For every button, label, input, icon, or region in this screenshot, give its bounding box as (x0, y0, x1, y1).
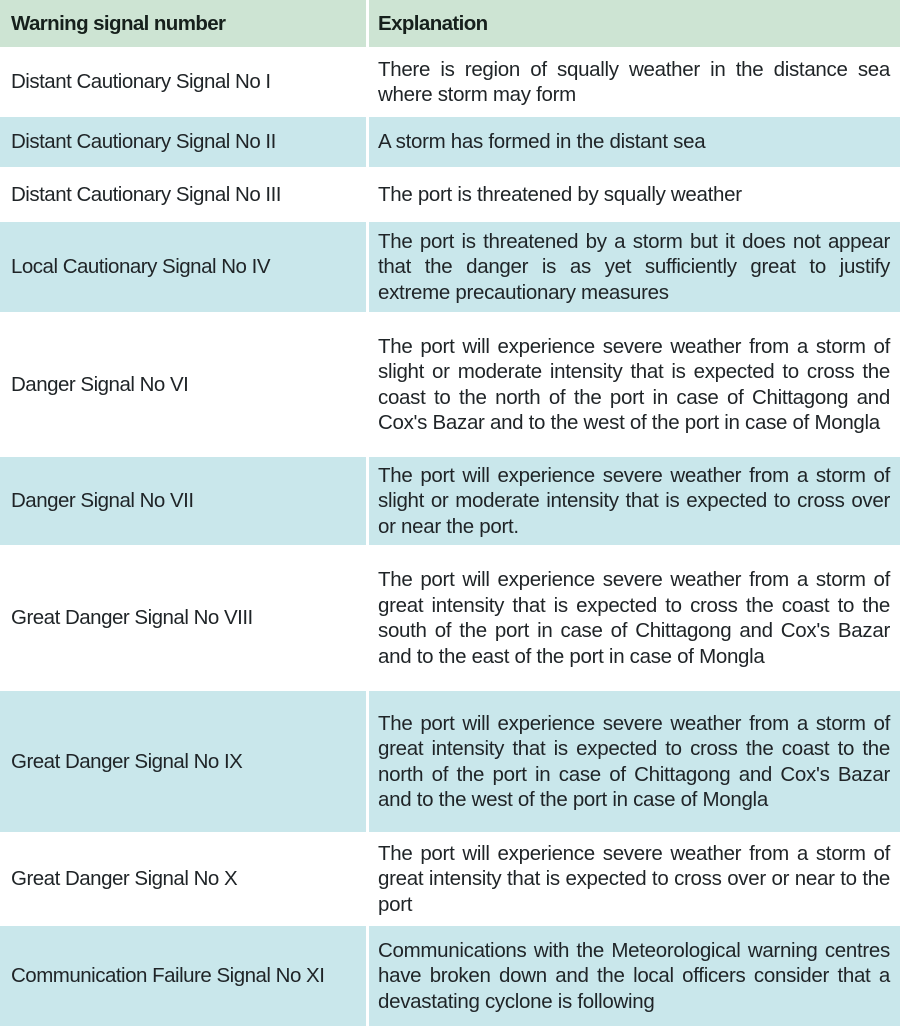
signal-explanation (369, 167, 900, 222)
explanation-text: The port will experience severe weather from a storm of slight or moderate intensity that is expected to cross over or near the port. (378, 463, 890, 538)
explanation-text: The port will experience severe weather from a storm of great intensity that is expected to cross over or near to the port (378, 841, 890, 916)
table-row (0, 312, 900, 457)
header-explanation: Explanation (369, 0, 900, 47)
table-row (0, 691, 900, 832)
signal-explanation (369, 312, 900, 457)
signal-name: Distant Cautionary Signal No III (0, 167, 366, 222)
signal-name: Communication Failure Signal No XI (0, 926, 366, 1026)
explanation-text: The port will experience severe weather from a storm of great intensity that is expected to cross the coast to the south of the port in case of Chittagong and Cox's Bazar and to the east of the port in case of Mongla (378, 568, 890, 668)
explanation-text: A storm has formed in the distant sea (378, 130, 706, 154)
table-row (0, 222, 900, 312)
signal-explanation (369, 457, 900, 545)
explanation-text: The port will experience severe weather from a storm of great intensity that is expected to cross the coast to the north of the port in case of Chittagong and Cox's Bazar and to the west of the port in case of Mongla (378, 711, 890, 811)
explanation-text: The port is threatened by a storm but it does not appear that the danger is as yet sufficiently great to justify extreme precautionary measures (378, 229, 890, 304)
table-row (0, 926, 900, 1026)
explanation-text: The port is threatened by squally weather (378, 182, 742, 206)
signal-name: Great Danger Signal No VIII (0, 545, 366, 691)
signal-explanation (369, 832, 900, 926)
table-row (0, 545, 900, 691)
table-row (0, 457, 900, 545)
signal-name: Great Danger Signal No IX (0, 691, 366, 832)
signal-name: Distant Cautionary Signal No I (0, 47, 366, 117)
signal-explanation (369, 47, 900, 117)
table-row (0, 117, 900, 167)
table-row (0, 832, 900, 926)
signal-name: Danger Signal No VI (0, 312, 366, 457)
signal-explanation (369, 926, 900, 1026)
signal-name: Distant Cautionary Signal No II (0, 117, 366, 167)
signal-explanation (369, 691, 900, 832)
signal-explanation (369, 545, 900, 691)
explanation-text: The port will experience severe weather from a storm of slight or moderate intensity that is expected to cross the coast to the north of the port in case of Chittagong and Cox's Bazar and to the west of the port in case of Mongla (378, 334, 890, 434)
signal-explanation (369, 222, 900, 312)
signal-name: Local Cautionary Signal No IV (0, 222, 366, 312)
signal-explanation (369, 117, 900, 167)
explanation-text: Communications with the Meteorological warning centres have broken down and the local officers consider that a devastating cyclone is following (378, 938, 890, 1013)
header-warning-signal-number: Warning signal number (0, 0, 366, 47)
table-header-row (0, 0, 900, 47)
explanation-text: There is region of squally weather in the distance sea where storm may form (378, 57, 890, 106)
signal-name: Great Danger Signal No X (0, 832, 366, 926)
table-row (0, 167, 900, 222)
signal-name: Danger Signal No VII (0, 457, 366, 545)
table-row (0, 47, 900, 117)
